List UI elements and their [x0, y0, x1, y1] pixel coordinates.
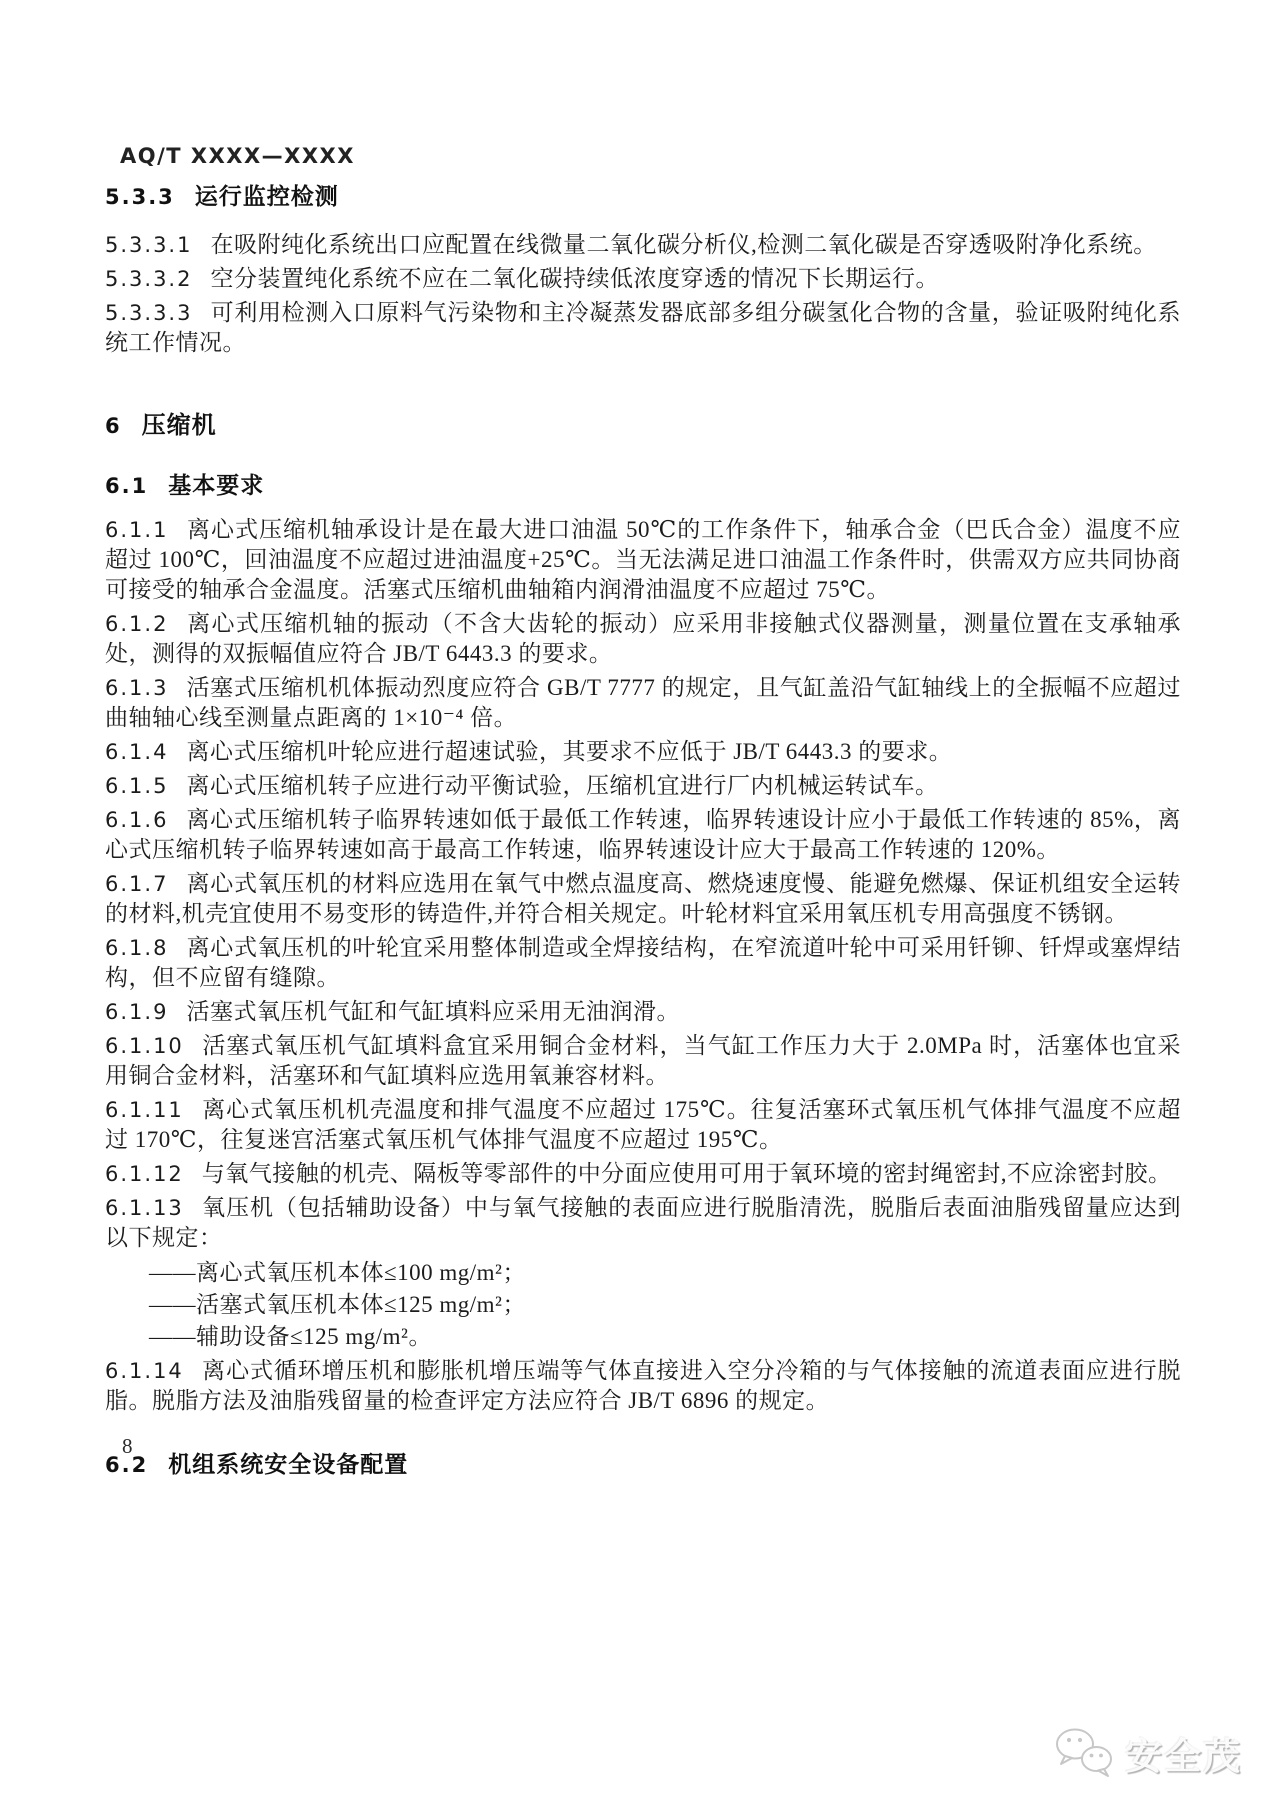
clause-text: 离心式压缩机轴承设计是在最大进口油温 50℃的工作条件下，轴承合金（巴氏合金）温度不应超过 100℃，回油温度不应超过进油温度+25℃。当无法满足进口油温工作条件时，供需双方应共同协商可接受的轴承合金温度。活塞式压缩机曲轴箱内润滑油温度不应超过 75℃。	[105, 517, 1181, 602]
clause-number: 6.1.10	[105, 1034, 184, 1058]
document-body	[105, 176, 1181, 1494]
clause-6-1-8	[105, 933, 1181, 993]
clause-text: 离心式压缩机转子应进行动平衡试验，压缩机宜进行厂内机械运转试车。	[186, 773, 939, 798]
clause-6-1-10	[105, 1031, 1181, 1091]
clause-6-1-5	[105, 771, 1181, 801]
list-item-text: ——辅助设备≤125 mg/m²。	[149, 1324, 432, 1349]
clause-5-3-3-2	[105, 264, 1181, 294]
clause-text: 空分装置纯化系统不应在二氧化碳持续低浓度穿透的情况下长期运行。	[210, 266, 939, 291]
clause-title: 机组系统安全设备配置	[168, 1452, 409, 1478]
clause-number: 6.1.6	[105, 808, 169, 832]
clause-6-1-7	[105, 869, 1181, 929]
clause-number: 5.3.3	[105, 185, 175, 209]
clause-6-1-4	[105, 737, 1181, 767]
clause-text: 离心式氧压机机壳温度和排气温度不应超过 175℃。往复活塞环式氧压机气体排气温度不应超过 170℃，往复迷宫活塞式氧压机气体排气温度不应超过 195℃。	[105, 1097, 1181, 1152]
clause-number: 6.1.5	[105, 774, 169, 798]
clause-number: 6	[105, 414, 122, 438]
page-number: 8	[122, 1434, 133, 1458]
clause-title: 基本要求	[168, 473, 265, 499]
clause-title: 运行监控检测	[194, 184, 339, 210]
clause-6-1-2	[105, 609, 1181, 669]
clause-6-1-3	[105, 673, 1181, 733]
clause-6-1-6	[105, 805, 1181, 865]
clause-number: 5.3.3.3	[105, 301, 193, 325]
clause-text: 离心式压缩机转子临界转速如低于最低工作转速，临界转速设计应小于最低工作转速的 85%，离心式压缩机转子临界转速如高于最高工作转速，临界转速设计应大于最高工作转速的 120%。	[105, 807, 1181, 862]
clause-text: 氧压机（包括辅助设备）中与氧气接触的表面应进行脱脂清洗，脱脂后表面油脂残留量应达到以下规定：	[105, 1195, 1181, 1250]
clause-number: 6.1.11	[105, 1098, 184, 1122]
limit-list-item-centrifugal	[105, 1257, 1181, 1288]
clause-number: 6.1.1	[105, 518, 169, 542]
list-item-text: ——活塞式氧压机本体≤125 mg/m²；	[149, 1292, 526, 1317]
clause-6-1-heading	[105, 471, 1181, 501]
wechat-icon	[1053, 1726, 1117, 1780]
list-item-text: ——离心式氧压机本体≤100 mg/m²；	[149, 1260, 526, 1285]
clause-text: 离心式氧压机的叶轮宜采用整体制造或全焊接结构，在窄流道叶轮中可采用钎铆、钎焊或塞焊结构，但不应留有缝隙。	[105, 935, 1181, 990]
clause-text: 离心式压缩机轴的振动（不含大齿轮的振动）应采用非接触式仪器测量，测量位置在支承轴承处，测得的双振幅值应符合 JB/T 6443.3 的要求。	[105, 611, 1181, 666]
clause-text: 活塞式压缩机机体振动烈度应符合 GB/T 7777 的规定，且气缸盖沿气缸轴线上的全振幅不应超过曲轴轴心线至测量点距离的 1×10⁻⁴ 倍。	[105, 675, 1181, 730]
clause-number: 6.1.2	[105, 612, 169, 636]
clause-text: 在吸附纯化系统出口应配置在线微量二氧化碳分析仪,检测二氧化碳是否穿透吸附净化系统。	[210, 232, 1157, 257]
clause-6-2-heading	[105, 1450, 1181, 1480]
clause-6-1-12	[105, 1159, 1181, 1189]
watermark	[1053, 1726, 1242, 1780]
watermark-text: 安全茂	[1125, 1735, 1242, 1778]
clause-number: 5.3.3.1	[105, 233, 193, 257]
clause-number: 6.1.4	[105, 740, 169, 764]
clause-number: 6.1.13	[105, 1196, 184, 1220]
clause-number: 5.3.3.2	[105, 267, 193, 291]
document-number-header: AQ/T XXXX—XXXX	[120, 144, 355, 168]
clause-title: 压缩机	[141, 411, 217, 439]
limit-list-item-piston	[105, 1289, 1181, 1320]
clause-number: 6.1	[105, 474, 149, 498]
clause-6-1-13	[105, 1193, 1181, 1253]
chapter-6-heading	[105, 410, 1181, 441]
clause-6-1-11	[105, 1095, 1181, 1155]
clause-text: 活塞式氧压机气缸和气缸填料应采用无油润滑。	[186, 999, 680, 1024]
clause-number: 6.1.3	[105, 676, 169, 700]
clause-6-1-9	[105, 997, 1181, 1027]
clause-6-1-1	[105, 515, 1181, 605]
clause-text: 离心式压缩机叶轮应进行超速试验，其要求不应低于 JB/T 6443.3 的要求。	[186, 739, 953, 764]
clause-number: 6.1.7	[105, 872, 169, 896]
clause-text: 离心式氧压机的材料应选用在氧气中燃点温度高、燃烧速度慢、能避免燃爆、保证机组安全运转的材料,机壳宜使用不易变形的铸造件,并符合相关规定。叶轮材料宜采用氧压机专用高强度不锈钢。	[105, 871, 1181, 926]
clause-6-1-14	[105, 1356, 1181, 1416]
clause-number: 6.1.8	[105, 936, 169, 960]
clause-number: 6.1.14	[105, 1359, 184, 1383]
clause-5-3-3-1	[105, 230, 1181, 260]
limit-list-item-auxiliary	[105, 1321, 1181, 1352]
clause-5-3-3-heading	[105, 182, 1181, 212]
clause-text: 与氧气接触的机壳、隔板等零部件的中分面应使用可用于氧环境的密封绳密封,不应涂密封胶。	[201, 1161, 1172, 1186]
clause-number: 6.1.9	[105, 1000, 169, 1024]
clause-text: 离心式循环增压机和膨胀机增压端等气体直接进入空分冷箱的与气体接触的流道表面应进行脱脂。脱脂方法及油脂残留量的检查评定方法应符合 JB/T 6896 的规定。	[105, 1358, 1181, 1413]
clause-text: 活塞式氧压机气缸填料盒宜采用铜合金材料，当气缸工作压力大于 2.0MPa 时，活塞体也宜采用铜合金材料，活塞环和气缸填料应选用氧兼容材料。	[105, 1033, 1181, 1088]
clause-5-3-3-3	[105, 298, 1181, 358]
clause-number: 6.2	[105, 1453, 149, 1477]
clause-number: 6.1.12	[105, 1162, 184, 1186]
clause-text: 可利用检测入口原料气污染物和主冷凝蒸发器底部多组分碳氢化合物的含量，验证吸附纯化系统工作情况。	[105, 300, 1181, 355]
